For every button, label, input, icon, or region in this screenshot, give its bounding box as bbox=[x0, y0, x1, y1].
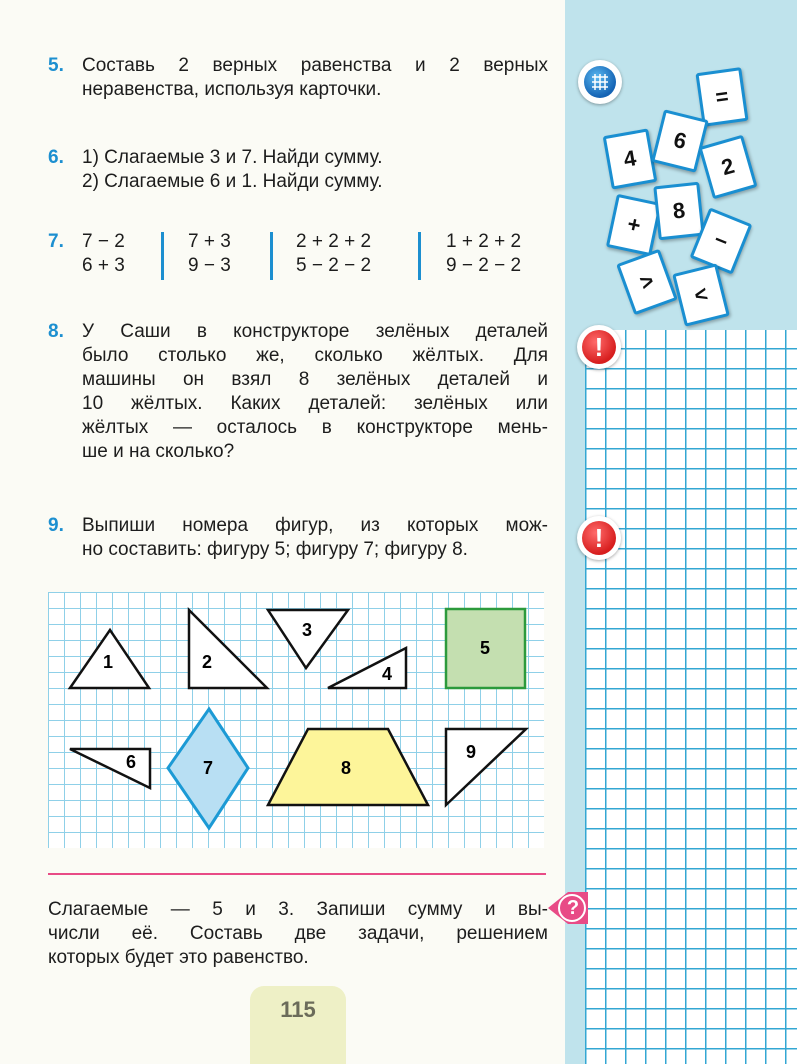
expression: 7 − 2 bbox=[82, 231, 125, 252]
figure-label: 7 bbox=[203, 758, 214, 778]
column-divider bbox=[418, 232, 421, 280]
figure-label: 2 bbox=[202, 652, 213, 672]
card-plus: + bbox=[606, 194, 662, 256]
expression-column bbox=[82, 230, 125, 278]
task-number: 8. bbox=[48, 321, 64, 342]
figures-grid bbox=[48, 592, 544, 848]
figure-2-triangle bbox=[189, 610, 267, 688]
card-greater: > bbox=[616, 249, 678, 315]
task-line: 2) Слагаемые 6 и 1. Найди сумму. bbox=[82, 171, 383, 192]
task-line: жёлтых — осталось в конструкторе мень- bbox=[82, 417, 548, 438]
question-mark: ? bbox=[566, 897, 580, 919]
figures-drawing bbox=[48, 592, 544, 848]
expression: 6 + 3 bbox=[82, 255, 125, 276]
task-line: машины он взял 8 зелёных деталей и bbox=[82, 369, 548, 390]
alert-icon bbox=[577, 516, 621, 560]
question-icon bbox=[548, 888, 588, 928]
divider-line bbox=[48, 873, 546, 875]
task-line: неравенства, используя карточки. bbox=[82, 79, 382, 100]
figure-label: 5 bbox=[480, 638, 491, 658]
task-number: 6. bbox=[48, 147, 64, 168]
task-line: У Саши в конструкторе зелёных деталей bbox=[82, 321, 548, 342]
column-divider bbox=[161, 232, 164, 280]
card-6: 6 bbox=[651, 109, 709, 173]
expression: 5 − 2 − 2 bbox=[296, 255, 372, 276]
column-divider bbox=[270, 232, 273, 280]
expression: 7 + 3 bbox=[188, 231, 231, 252]
task-line: было столько же, сколько жёлтых. Для bbox=[82, 345, 548, 366]
bottom-task bbox=[48, 898, 548, 970]
task-5 bbox=[48, 54, 548, 102]
task-number: 9. bbox=[48, 515, 64, 536]
task-number: 7. bbox=[48, 231, 64, 252]
task-line: ше и на сколько? bbox=[82, 441, 235, 462]
figure-label: 6 bbox=[126, 752, 137, 772]
task-9 bbox=[48, 514, 548, 562]
card-8: 8 bbox=[653, 182, 704, 241]
card-minus: − bbox=[690, 207, 753, 274]
figure-9-triangle bbox=[446, 729, 526, 805]
card-equals: = bbox=[695, 67, 748, 127]
figure-label: 8 bbox=[341, 758, 352, 778]
card-less: < bbox=[672, 263, 730, 327]
task-line: 1) Слагаемые 3 и 7. Найди сумму. bbox=[82, 147, 383, 168]
expression: 9 − 3 bbox=[188, 255, 231, 276]
figure-label: 1 bbox=[103, 652, 114, 672]
expression: 1 + 2 + 2 bbox=[446, 231, 522, 252]
alert-mark: ! bbox=[582, 330, 616, 364]
expression: 9 − 2 − 2 bbox=[446, 255, 522, 276]
alert-icon bbox=[577, 325, 621, 369]
expression-column bbox=[446, 230, 521, 278]
expression-column bbox=[296, 230, 371, 278]
task-line: Выпиши номера фигур, из которых мож- bbox=[82, 515, 548, 536]
task-8 bbox=[48, 320, 548, 464]
figure-6-triangle bbox=[70, 749, 150, 788]
expression: 2 + 2 + 2 bbox=[296, 231, 372, 252]
page-number: 115 bbox=[250, 986, 346, 1064]
figure-label: 3 bbox=[302, 620, 313, 640]
task-line: которых будет это равенство. bbox=[48, 947, 309, 968]
card-4: 4 bbox=[603, 128, 658, 189]
alert-mark: ! bbox=[582, 521, 616, 555]
card-2: 2 bbox=[698, 135, 757, 200]
task-line: Слагаемые — 5 и 3. Запиши сумму и вы- bbox=[48, 899, 548, 920]
grid-icon bbox=[578, 60, 622, 104]
task-line: но составить: фигуру 5; фигуру 7; фигуру 8. bbox=[82, 539, 468, 560]
task-6 bbox=[48, 146, 548, 194]
task-line: 10 жёлтых. Каких деталей: зелёных или bbox=[82, 393, 548, 414]
task-line: числи её. Составь две задачи, решением bbox=[48, 923, 548, 944]
task-line: Составь 2 верных равенства и 2 верных bbox=[82, 55, 548, 76]
figure-4-triangle bbox=[328, 648, 406, 688]
task-7 bbox=[48, 230, 548, 282]
figure-label: 9 bbox=[466, 742, 477, 762]
expression-column bbox=[188, 230, 231, 278]
task-number: 5. bbox=[48, 55, 64, 76]
figure-label: 4 bbox=[382, 664, 393, 684]
